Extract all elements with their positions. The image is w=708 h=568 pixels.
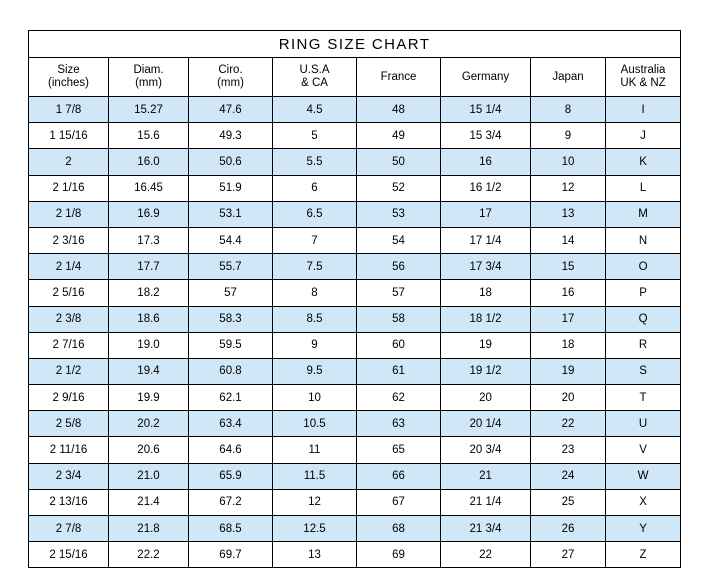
table-cell: 19.9 [109, 385, 189, 411]
table-cell: 24 [531, 463, 606, 489]
table-cell: 18 [441, 280, 531, 306]
table-cell: 2 7/16 [29, 332, 109, 358]
table-cell: Q [606, 306, 681, 332]
column-header [29, 58, 109, 97]
table-cell: 2 13/16 [29, 489, 109, 515]
table-cell: 7 [273, 227, 357, 253]
table-row [29, 175, 681, 201]
column-header-line1: Diam. [133, 64, 164, 76]
table-cell: 50 [357, 149, 441, 175]
table-cell: S [606, 358, 681, 384]
table-cell: V [606, 437, 681, 463]
column-header-line2: (mm) [217, 77, 244, 89]
table-cell: 15 3/4 [441, 123, 531, 149]
column-header-line2: & CA [301, 77, 328, 89]
column-header-line1: Australia [620, 64, 666, 76]
table-cell: 54 [357, 227, 441, 253]
table-cell: 12.5 [273, 516, 357, 542]
table-cell: 13 [273, 542, 357, 568]
table-cell: T [606, 385, 681, 411]
table-cell: 21 1/4 [441, 489, 531, 515]
column-header-line1: U.S.A [299, 64, 330, 76]
table-cell: 9 [273, 332, 357, 358]
ring-size-chart-table [28, 30, 681, 568]
table-title-row [29, 31, 681, 58]
table-cell: 19.0 [109, 332, 189, 358]
table-cell: 68 [357, 516, 441, 542]
table-cell: 11.5 [273, 463, 357, 489]
page-title: RING SIZE CHART [29, 31, 681, 58]
column-header-line1: Ciro. [218, 64, 243, 76]
table-cell: 2 3/8 [29, 306, 109, 332]
table-cell: I [606, 97, 681, 123]
table-cell: 17 3/4 [441, 254, 531, 280]
table-cell: 11 [273, 437, 357, 463]
column-header [606, 58, 681, 97]
table-cell: 16.9 [109, 201, 189, 227]
table-cell: 65.9 [189, 463, 273, 489]
table-cell: 48 [357, 97, 441, 123]
table-cell: 51.9 [189, 175, 273, 201]
table-cell: 58.3 [189, 306, 273, 332]
table-row [29, 149, 681, 175]
table-cell: M [606, 201, 681, 227]
table-cell: 21 3/4 [441, 516, 531, 542]
table-row [29, 97, 681, 123]
table-cell: 17.3 [109, 227, 189, 253]
table-cell: 1 15/16 [29, 123, 109, 149]
table-row [29, 254, 681, 280]
table-cell: 10 [273, 385, 357, 411]
table-cell: 63.4 [189, 411, 273, 437]
table-row [29, 227, 681, 253]
table-cell: 9 [531, 123, 606, 149]
table-row [29, 332, 681, 358]
table-cell: 23 [531, 437, 606, 463]
table-row [29, 437, 681, 463]
column-header-line2: UK & NZ [620, 77, 666, 89]
table-cell: 60.8 [189, 358, 273, 384]
table-cell: Z [606, 542, 681, 568]
table-cell: 15 1/4 [441, 97, 531, 123]
ring-size-chart-container [28, 30, 680, 568]
table-cell: O [606, 254, 681, 280]
table-cell: 17.7 [109, 254, 189, 280]
table-cell: 21 [441, 463, 531, 489]
table-row [29, 201, 681, 227]
table-cell: 20 [531, 385, 606, 411]
table-row [29, 489, 681, 515]
column-header [357, 58, 441, 97]
table-cell: R [606, 332, 681, 358]
table-row [29, 280, 681, 306]
table-row [29, 516, 681, 542]
table-cell: 6 [273, 175, 357, 201]
table-cell: L [606, 175, 681, 201]
table-cell: 68.5 [189, 516, 273, 542]
table-cell: 21.4 [109, 489, 189, 515]
column-header-line1: Germany [461, 70, 510, 83]
table-cell: 2 [29, 149, 109, 175]
column-header-line1: Japan [552, 70, 584, 83]
table-cell: 2 5/16 [29, 280, 109, 306]
column-header [189, 58, 273, 97]
table-cell: 15.27 [109, 97, 189, 123]
table-cell: 50.6 [189, 149, 273, 175]
table-cell: U [606, 411, 681, 437]
table-cell: 2 3/16 [29, 227, 109, 253]
table-cell: 58 [357, 306, 441, 332]
table-cell: 19 [531, 358, 606, 384]
table-row [29, 358, 681, 384]
table-cell: 20.2 [109, 411, 189, 437]
table-cell: 5.5 [273, 149, 357, 175]
table-cell: 2 3/4 [29, 463, 109, 489]
table-cell: 57 [357, 280, 441, 306]
table-cell: 2 15/16 [29, 542, 109, 568]
table-cell: 8 [273, 280, 357, 306]
table-cell: 52 [357, 175, 441, 201]
table-cell: 62.1 [189, 385, 273, 411]
table-cell: 9.5 [273, 358, 357, 384]
table-cell: 62 [357, 385, 441, 411]
column-header [109, 58, 189, 97]
table-cell: P [606, 280, 681, 306]
table-cell: 17 [531, 306, 606, 332]
table-cell: 20 3/4 [441, 437, 531, 463]
table-cell: 57 [189, 280, 273, 306]
table-cell: 21.8 [109, 516, 189, 542]
table-row [29, 542, 681, 568]
table-cell: N [606, 227, 681, 253]
column-header-line1: France [380, 70, 417, 83]
table-cell: 16 1/2 [441, 175, 531, 201]
table-cell: 22.2 [109, 542, 189, 568]
table-row [29, 123, 681, 149]
table-cell: 69 [357, 542, 441, 568]
table-cell: 1 7/8 [29, 97, 109, 123]
table-row [29, 385, 681, 411]
table-cell: 60 [357, 332, 441, 358]
table-cell: X [606, 489, 681, 515]
table-header-row [29, 58, 681, 97]
table-cell: 4.5 [273, 97, 357, 123]
table-cell: 22 [531, 411, 606, 437]
table-cell: 2 11/16 [29, 437, 109, 463]
table-cell: 67 [357, 489, 441, 515]
table-cell: 27 [531, 542, 606, 568]
table-cell: 19 1/2 [441, 358, 531, 384]
table-cell: 15.6 [109, 123, 189, 149]
table-cell: 64.6 [189, 437, 273, 463]
table-cell: 12 [273, 489, 357, 515]
table-cell: 56 [357, 254, 441, 280]
table-cell: 18 [531, 332, 606, 358]
table-cell: J [606, 123, 681, 149]
table-cell: 20 [441, 385, 531, 411]
table-cell: 20 1/4 [441, 411, 531, 437]
table-cell: 17 [441, 201, 531, 227]
table-row [29, 463, 681, 489]
column-header-line2: (mm) [135, 77, 162, 89]
table-cell: 18.6 [109, 306, 189, 332]
column-header-line1: Size [57, 64, 80, 76]
table-cell: 2 9/16 [29, 385, 109, 411]
table-cell: 18 1/2 [441, 306, 531, 332]
table-cell: 10.5 [273, 411, 357, 437]
table-cell: 8 [531, 97, 606, 123]
table-cell: 7.5 [273, 254, 357, 280]
table-row [29, 306, 681, 332]
table-cell: 16.0 [109, 149, 189, 175]
table-cell: 13 [531, 201, 606, 227]
table-cell: 54.4 [189, 227, 273, 253]
column-header [531, 58, 606, 97]
table-cell: 47.6 [189, 97, 273, 123]
table-cell: 19.4 [109, 358, 189, 384]
table-cell: 67.2 [189, 489, 273, 515]
table-cell: 63 [357, 411, 441, 437]
table-cell: 26 [531, 516, 606, 542]
table-cell: 5 [273, 123, 357, 149]
table-cell: 10 [531, 149, 606, 175]
table-cell: 59.5 [189, 332, 273, 358]
table-cell: 6.5 [273, 201, 357, 227]
table-cell: 49 [357, 123, 441, 149]
table-cell: 15 [531, 254, 606, 280]
table-cell: 66 [357, 463, 441, 489]
table-cell: 16 [531, 280, 606, 306]
table-cell: 49.3 [189, 123, 273, 149]
table-cell: 8.5 [273, 306, 357, 332]
table-cell: K [606, 149, 681, 175]
table-cell: 2 7/8 [29, 516, 109, 542]
table-row [29, 411, 681, 437]
table-cell: 17 1/4 [441, 227, 531, 253]
column-header [273, 58, 357, 97]
column-header [441, 58, 531, 97]
table-cell: 55.7 [189, 254, 273, 280]
table-cell: 53 [357, 201, 441, 227]
column-header-line2: (inches) [48, 77, 89, 89]
table-cell: Y [606, 516, 681, 542]
table-cell: 69.7 [189, 542, 273, 568]
table-cell: 25 [531, 489, 606, 515]
table-cell: 20.6 [109, 437, 189, 463]
table-cell: W [606, 463, 681, 489]
table-cell: 53.1 [189, 201, 273, 227]
table-cell: 61 [357, 358, 441, 384]
table-cell: 16 [441, 149, 531, 175]
table-cell: 2 1/2 [29, 358, 109, 384]
table-cell: 2 5/8 [29, 411, 109, 437]
table-cell: 16.45 [109, 175, 189, 201]
table-cell: 2 1/4 [29, 254, 109, 280]
table-cell: 19 [441, 332, 531, 358]
table-cell: 65 [357, 437, 441, 463]
table-cell: 22 [441, 542, 531, 568]
table-cell: 21.0 [109, 463, 189, 489]
table-cell: 2 1/8 [29, 201, 109, 227]
table-cell: 18.2 [109, 280, 189, 306]
table-cell: 2 1/16 [29, 175, 109, 201]
table-cell: 12 [531, 175, 606, 201]
table-cell: 14 [531, 227, 606, 253]
